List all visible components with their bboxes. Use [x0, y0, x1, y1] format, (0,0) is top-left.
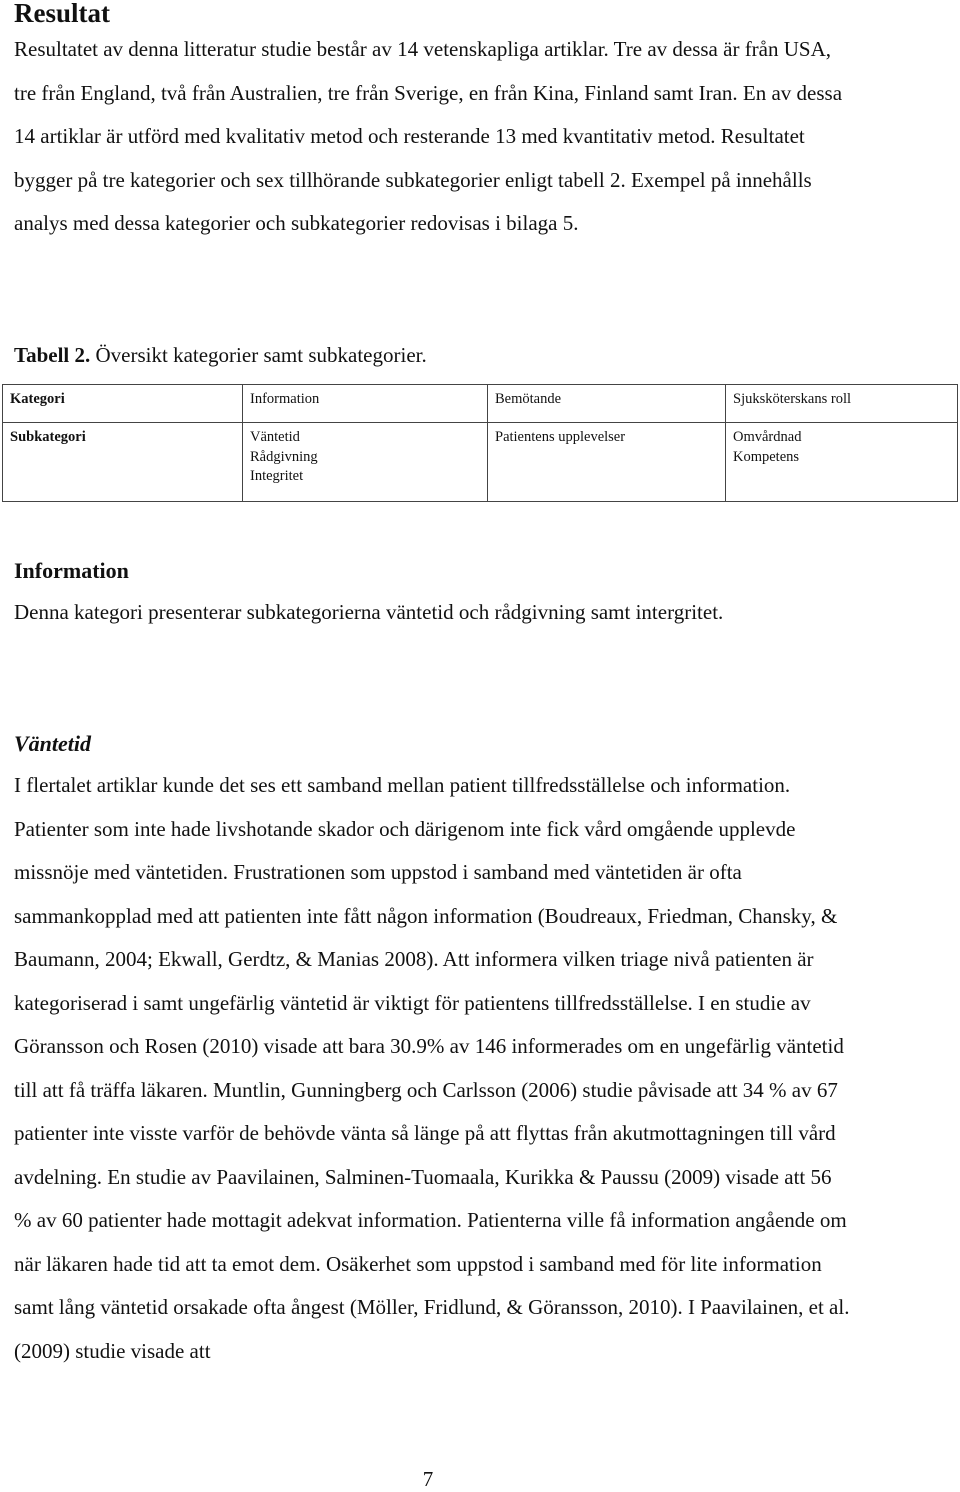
table-caption-label: Tabell 2.: [14, 343, 91, 367]
subcategory-item: Omvårdnad: [733, 429, 802, 445]
table-cell-bemotande: Bemötande: [488, 385, 726, 423]
table-cell-bemotande-subs: [488, 423, 726, 502]
page-heading: Resultat: [14, 0, 110, 28]
table-caption: [14, 340, 427, 370]
table-cell-information-subs: [243, 423, 488, 502]
table-cell-kategori: Kategori: [3, 385, 243, 423]
intro-paragraph: Resultatet av denna litteratur studie består av 14 vetenskapliga artiklar. Tre av dessa är från USA, tre från England, två från Australien, tre från Sverige, en från Kina, Finland samt Iran. En av dessa 14 artiklar är utförd med kvalitativ metod och resterande 13 med kvantitativ metod. Resultatet bygger på tre kategorier och sex tillhörande subkategorier enligt tabell 2. Exempel på innehålls analys med dessa kategorier och subkategorier redovisas i bilaga 5.: [14, 37, 843, 235]
page-number: 7: [422, 1467, 434, 1491]
table-cell-roll-subs: [726, 423, 958, 502]
table-cell-information: Information: [243, 385, 488, 423]
section-heading-vantetid: Väntetid: [14, 731, 92, 756]
subcategory-item: Integritet: [250, 468, 304, 484]
category-table: [2, 384, 958, 502]
section-information-text: Denna kategori presenterar subkategorierna väntetid och rådgivning samt intergritet.: [14, 600, 724, 624]
subcategory-item: Rådgivning: [250, 448, 318, 465]
section-vantetid-text: I flertalet artiklar kunde det ses ett samband mellan patient tillfredsställelse och information. Patienter som inte hade livshotande skador och därigenom inte fick vård omgående upplevde missnöje med väntetiden. Frustrationen som uppstod i samband med väntetiden är ofta sammankopplad med att patienten inte fått någon information (Boudreaux, Friedman, Chansky, & Baumann, 2004; Ekwall, Gerdtz, & Manias 2008). Att informera vilken triage nivå patienten är kategoriserad i samt ungefärlig väntetid är viktigt för patientens tillfredsställelse. I en studie av Göransson och Rosen (2010) visade att bara 30.9% av 146 informerades om en ungefärlig väntetid till att få träffa läkaren. Muntlin, Gunningberg och Carlsson (2006) studie påvisade att 34 % av 67 patienter inte visste varför de behövde vänta så länge på att flyttas från akutmottagningen till vård avdelning. En studie av Paavilainen, Salminen-Tuomaala, Kurikka & Paussu (2009) visade att 56 % av 60 patienter hade mottagit adekvat information. Patienterna ville få information angående om när läkaren hade tid att ta emot dem. Osäkerhet som uppstod i samband med för lite information samt lång väntetid orsakade ofta ångest (Möller, Fridlund, & Göransson, 2010). I Paavilainen, et al. (2009) studie visade att: [14, 773, 850, 1363]
table-subcategory-row: [3, 423, 958, 502]
subcategory-item: Väntetid: [250, 429, 300, 445]
table-header-row: [3, 385, 958, 423]
table-cell-subkategori: Subkategori: [3, 423, 243, 502]
section-heading-information: Information: [14, 558, 129, 583]
subcategory-item: Kompetens: [733, 448, 800, 465]
table-cell-sjukskoterskans-roll: Sjuksköterskans roll: [726, 385, 958, 423]
subcategory-item: Patientens upplevelser: [495, 429, 626, 445]
table-caption-text: Översikt kategorier samt subkategorier.: [90, 343, 427, 367]
